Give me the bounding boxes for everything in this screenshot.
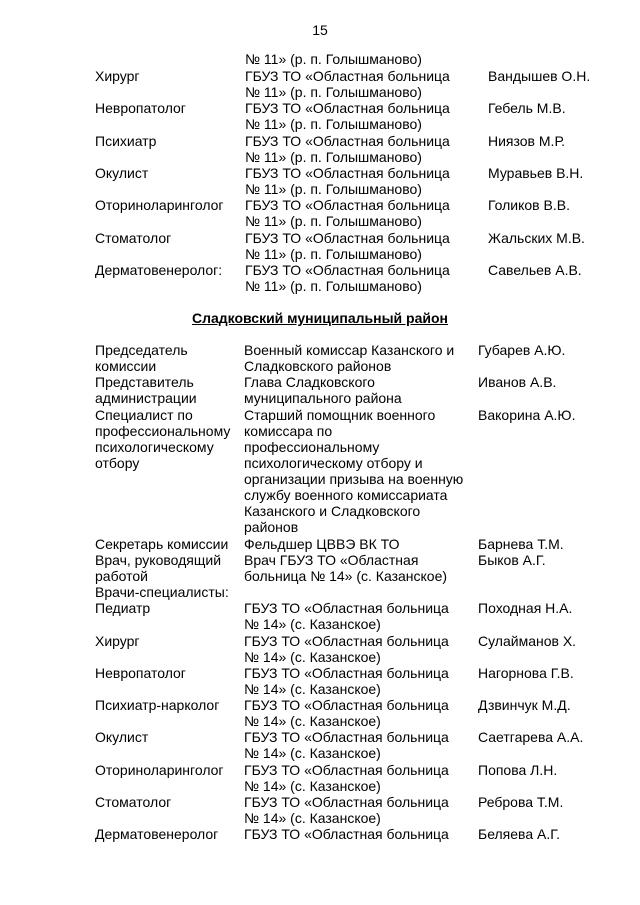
organization-line: ГБУЗ ТО «Областная больница [244,729,449,746]
role-cell [95,600,243,616]
organization-line: Сладковского районов [244,358,392,374]
organization-line: ГБУЗ ТО «Областная больница [245,197,450,214]
person-cell: Беляева А.Г. [478,826,560,843]
organization-cell [244,536,474,552]
role-line: Секретарь комиссии [95,535,229,552]
person-cell: Быков А.Г. [478,551,546,568]
organization-cell [245,262,475,294]
role-cell [95,407,243,471]
person-cell: Реброва Т.М. [478,794,564,811]
role-line: отбору [95,454,140,471]
table-row [0,262,640,294]
role-line: Психиатр-нарколог [95,697,220,714]
organization-line: Врач ГБУЗ ТО «Областная [244,551,419,568]
person-cell: Голиков В.В. [488,197,570,214]
role-line: Представитель [95,374,194,391]
person-cell: Саетгарева А.А. [478,729,584,746]
person-cell: Вакорина А.Ю. [478,406,576,423]
organization-cell [244,665,474,697]
page-number: 15 [312,22,328,38]
table-row [0,100,640,132]
role-cell: Психиатр [95,132,157,149]
organization-line: № 14» (с. Казанское) [244,616,381,633]
role-cell [95,536,243,552]
organization-cell [244,633,474,665]
role-line: Хирург [95,632,140,649]
table-row [0,133,640,165]
organization-cell [244,762,474,794]
organization-cell [245,68,475,100]
organization-line: ГБУЗ ТО «Областная больница [245,68,450,84]
organization-cell [244,374,474,406]
role-cell: Окулист [95,164,149,181]
organization-line: Глава Сладковского [244,374,375,391]
role-line: Врачи-специалисты: [95,584,229,601]
organization-line: ГБУЗ ТО «Областная больница [245,261,450,278]
table-row [0,197,640,229]
organization-line: муниципального района [244,390,402,407]
organization-line: № 11» (р. п. Голышманово) [245,213,422,230]
person-cell: Савельев А.В. [488,261,582,278]
table-row [0,68,640,100]
organization-line: ГБУЗ ТО «Областная больница [245,229,450,246]
organization-line: Старший помощник военного [244,406,436,423]
role-cell [95,665,243,681]
organization-line: № 11» (р. п. Голышманово) [245,84,422,100]
section-heading: Сладковский муниципальный район [191,310,449,326]
role-cell [95,633,243,649]
organization-cell [244,729,474,761]
role-line: Оториноларинголог [95,761,224,778]
organization-line: № 14» (с. Казанское) [244,713,381,730]
organization-line: Фельдшер ЦВВЭ ВК ТО [244,535,400,552]
person-cell: Ниязов М.Р. [488,132,566,149]
organization-line: № 11» (р. п. Голышманово) [245,116,422,133]
role-cell: Хирург [95,68,140,84]
organization-line: № 11» (р. п. Голышманово) [245,180,422,197]
organization-line: Казанского и Сладковского [244,502,421,519]
organization-line: ГБУЗ ТО «Областная больница [244,794,449,811]
organization-line: ГБУЗ ТО «Областная больница [244,697,449,714]
role-cell [95,374,243,406]
organization-cell [244,826,474,842]
person-cell: Барнева Т.М. [478,535,564,552]
organization-cell [244,794,474,826]
organization-line: организации призыва на военную [244,470,464,487]
person-cell: Гебель М.В. [488,100,566,117]
organization-cell [244,600,474,632]
organization-line: № 14» (с. Казанское) [244,680,381,697]
role-line: Педиатр [95,600,151,617]
organization-line: больница № 14» (с. Казанское) [244,567,448,584]
role-line: Председатель [95,342,188,358]
person-cell: Дзвинчук М.Д. [478,697,571,714]
role-cell: Невропатолог [95,100,186,117]
person-cell: Походная Н.А. [478,600,573,617]
organization-line: № 11» (р. п. Голышманово) [245,148,422,165]
organization-cell [245,100,475,132]
organization-cell [244,552,474,584]
role-cell [95,584,243,600]
table-row [0,165,640,197]
role-line: психологическому [95,438,214,455]
organization-line: ГБУЗ ТО «Областная больница [244,826,449,843]
role-cell [95,729,243,745]
person-cell: Сулайманов Х. [478,632,577,649]
organization-line: службу военного комиссариата [244,486,448,503]
role-cell [95,762,243,778]
role-line: работой [95,567,148,584]
organization-cell [245,133,475,165]
organization-line: № 11» (р. п. Голышманово) [245,277,422,294]
organization-line: ГБУЗ ТО «Областная больница [244,761,449,778]
role-cell [95,826,243,842]
organization-line: № 14» (с. Казанское) [244,810,381,827]
person-cell: Вандышев О.Н. [488,68,591,84]
role-cell: Дерматовенеролог: [95,261,223,278]
role-cell [95,697,243,713]
organization-line: районов [244,518,299,535]
organization-line: психологическому отбору и [244,454,423,471]
organization-line: ГБУЗ ТО «Областная больница [245,100,450,117]
organization-line: ГБУЗ ТО «Областная больница [244,664,449,681]
role-line: Стоматолог [95,794,172,811]
role-line: комиссии [95,358,157,374]
person-cell: Иванов А.В. [478,374,557,391]
role-cell [95,794,243,810]
role-line: администрации [95,390,197,407]
person-cell: Жальских М.В. [488,229,585,246]
continuation-text: № 11» (р. п. Голышманово) [245,51,422,67]
organization-line: профессиональному [244,438,380,455]
role-line: Врач, руководящий [95,551,222,568]
table-row [0,230,640,262]
person-cell: Нагорнова Г.В. [478,664,574,681]
organization-cell [244,697,474,729]
organization-line: ГБУЗ ТО «Областная больница [245,164,450,181]
organization-line: ГБУЗ ТО «Областная больница [245,132,450,149]
role-cell: Оториноларинголог [95,197,224,214]
person-cell: Попова Л.Н. [478,761,558,778]
organization-cell [245,197,475,229]
organization-line: № 14» (с. Казанское) [244,777,381,794]
organization-line: № 11» (р. п. Голышманово) [245,245,422,262]
organization-line: № 14» (с. Казанское) [244,745,381,762]
organization-line: ГБУЗ ТО «Областная больница [244,632,449,649]
role-line: Специалист по [95,406,193,423]
organization-cell [245,230,475,262]
organization-cell [244,407,474,535]
role-cell: Стоматолог [95,229,172,246]
organization-cell [244,342,474,374]
organization-line: комиссара по [244,422,333,439]
person-cell: Губарев А.Ю. [478,342,566,358]
organization-line: ГБУЗ ТО «Областная больница [244,600,449,617]
role-line: Дерматовенеролог [95,826,219,843]
organization-line: № 14» (с. Казанское) [244,648,381,665]
role-line: Окулист [95,729,149,746]
organization-line: Военный комиссар Казанского и [244,342,455,358]
role-cell [95,342,243,374]
person-cell: Муравьев В.Н. [488,164,584,181]
role-cell [95,552,243,584]
role-line: Невропатолог [95,664,186,681]
role-line: профессиональному [95,422,231,439]
organization-cell [245,165,475,197]
